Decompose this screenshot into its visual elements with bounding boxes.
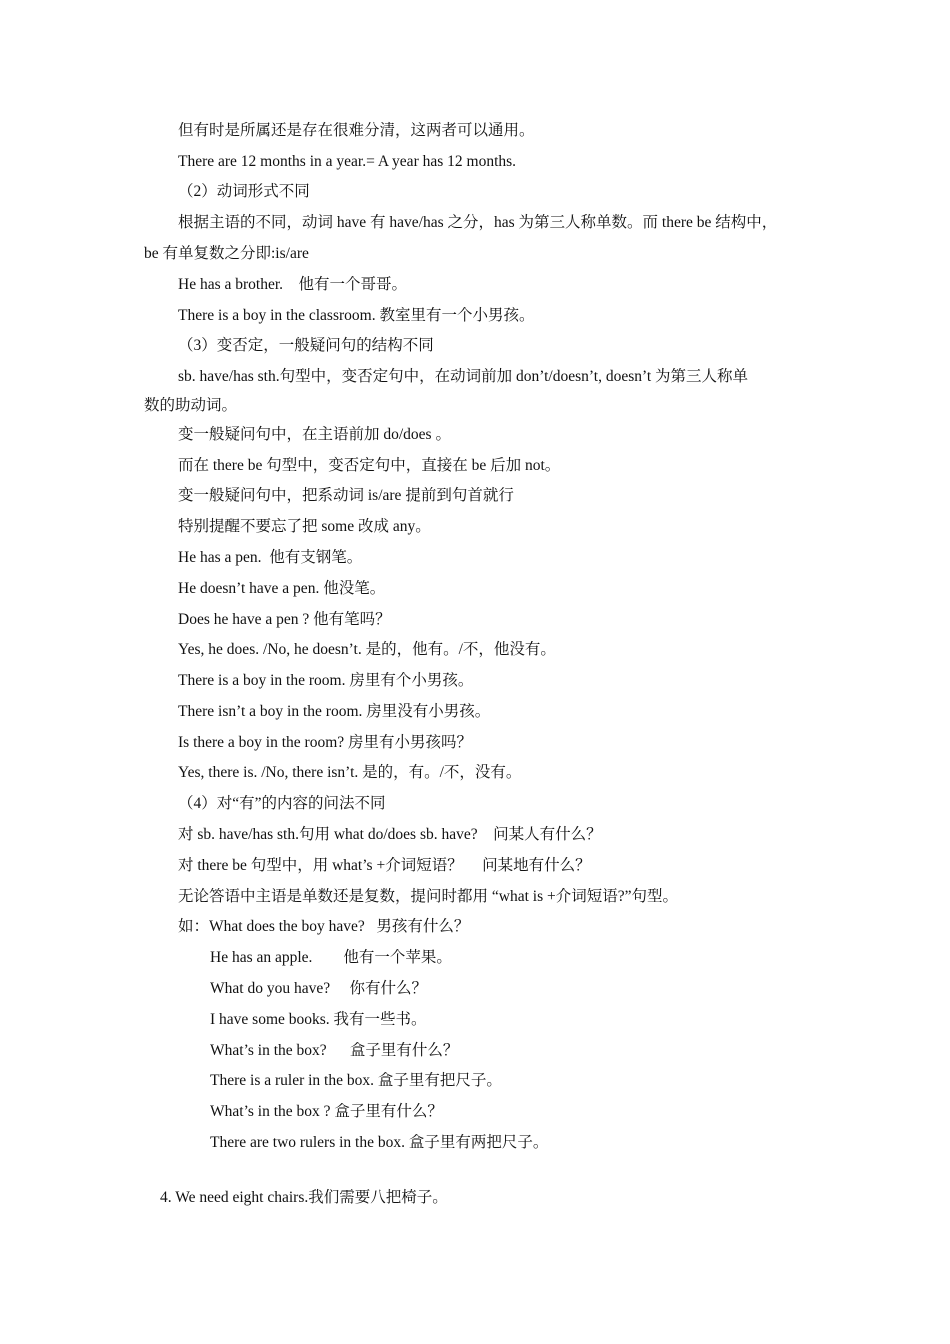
example-line: What’s in the box? 盒子里有什么？ xyxy=(210,1042,459,1059)
text-line: 根据主语的不同，动词 have 有 have/has 之分，has 为第三人称单数。而 there be 结构中， xyxy=(178,214,778,231)
section-heading: （3）变否定，一般疑问句的结构不同 xyxy=(178,337,434,354)
example-line: Yes, there is. /No, there isn’t. 是的，有。/不，没有。 xyxy=(178,764,522,781)
example-line: There isn’t a boy in the room. 房里没有小男孩。 xyxy=(178,703,491,720)
text-line: be 有单复数之分即:is/are xyxy=(144,245,309,262)
example-line: Yes, he does. /No, he doesn’t. 是的，他有。/不，他没有。 xyxy=(178,641,556,658)
example-line: 如：What does the boy have? 男孩有什么？ xyxy=(178,918,470,935)
example-line: There are two rulers in the box. 盒子里有两把尺子。 xyxy=(210,1134,549,1151)
example-line: There is a boy in the classroom. 教室里有一个小男孩。 xyxy=(178,307,535,324)
section-heading: （2）动词形式不同 xyxy=(178,183,310,200)
text-line: 对 there be 句型中，用 what’s +介词短语？ 问某地有什么？ xyxy=(178,857,591,874)
text-line: 变一般疑问句中，把系动词 is/are 提前到句首就行 xyxy=(178,487,514,504)
numbered-item: 4. We need eight chairs.我们需要八把椅子。 xyxy=(160,1189,448,1206)
example-line: He has a brother. 他有一个哥哥。 xyxy=(178,276,408,293)
example-line: I have some books. 我有一些书。 xyxy=(210,1011,427,1028)
example-line: Is there a boy in the room? 房里有小男孩吗？ xyxy=(178,734,473,751)
example-line: There is a ruler in the box. 盒子里有把尺子。 xyxy=(210,1072,502,1089)
example-line: He has an apple. 他有一个苹果。 xyxy=(210,949,452,966)
text-line: sb. have/has sth.句型中，变否定句中，在动词前加 don’t/doesn’t, doesn’t 为第三人称单 xyxy=(178,368,749,385)
text-line: 而在 there be 句型中，变否定句中，直接在 be 后加 not。 xyxy=(178,457,561,474)
example-line: Does he have a pen ? 他有笔吗？ xyxy=(178,611,391,628)
text-line: 对 sb. have/has sth.句用 what do/does sb. have? 问某人有什么？ xyxy=(178,826,602,843)
text-line: There are 12 months in a year.= A year has 12 months. xyxy=(178,153,517,170)
text-line: 变一般疑问句中，在主语前加 do/does 。 xyxy=(178,426,451,443)
example-line: He has a pen. 他有支钢笔。 xyxy=(178,549,363,566)
example-line: What’s in the box ? 盒子里有什么？ xyxy=(210,1103,443,1120)
text-line: 数的助动词。 xyxy=(144,397,238,414)
text-line: 特别提醒不要忘了把 some 改成 any。 xyxy=(178,518,431,535)
example-line: There is a boy in the room. 房里有个小男孩。 xyxy=(178,672,474,689)
text-line: 无论答语中主语是单数还是复数，提问时都用 “what is +介词短语?”句型。 xyxy=(178,888,678,905)
example-line: What do you have? 你有什么？ xyxy=(210,980,427,997)
text-line: 但有时是所属还是存在很难分清，这两者可以通用。 xyxy=(178,122,535,139)
section-heading: （4）对“有”的内容的问法不同 xyxy=(178,795,386,812)
example-line: He doesn’t have a pen. 他没笔。 xyxy=(178,580,386,597)
